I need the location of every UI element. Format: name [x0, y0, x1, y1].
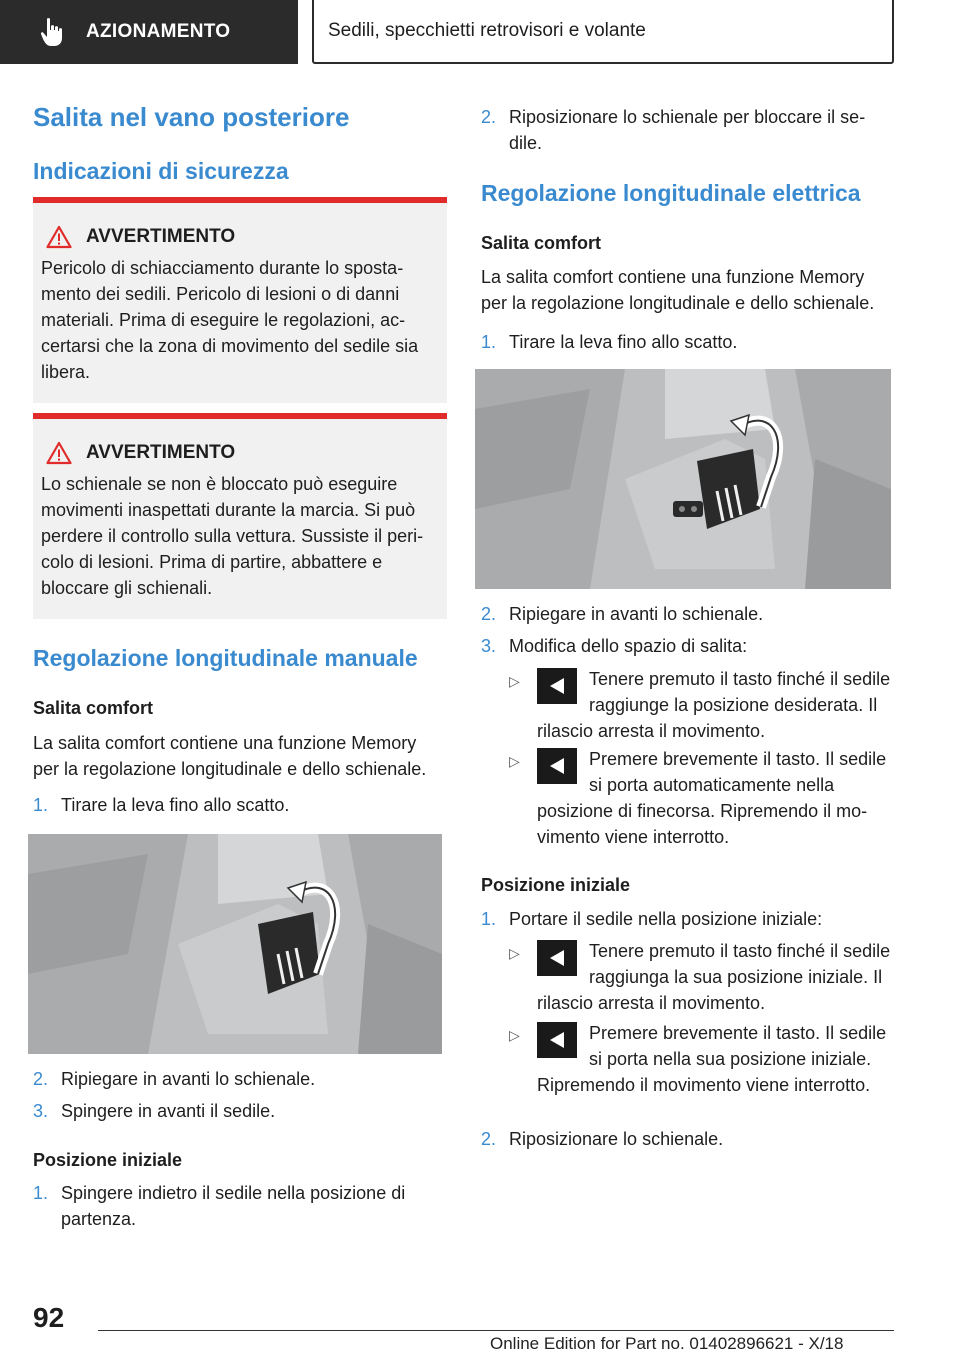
page-header	[0, 0, 960, 66]
warning-title: AVVERTIMENTO	[86, 442, 236, 463]
page-footer	[0, 1290, 960, 1362]
list-item: 3. Spingere in avanti il sedile.	[33, 1101, 276, 1121]
comfort-text: La salita comfort contiene una funzione Memory per la regolazione longitudinale e dello schienale.	[481, 267, 875, 313]
arrow-left-button-icon	[537, 668, 577, 704]
chapter-tab	[312, 0, 894, 64]
arrow-left-button-icon	[537, 748, 577, 784]
comfort-heading: Salita comfort	[33, 698, 154, 718]
arrow-left-button-icon	[537, 1022, 577, 1058]
initial-heading: Posizione iniziale	[33, 1150, 183, 1170]
footer-divider	[98, 1330, 894, 1331]
warning-text: Lo schienale se non è bloccato può eseguire movimenti inaspettati durante la marcia. Si può perdere il controllo sulla vettura. Sussiste il pericolo di lesioni. Prima di partire, abbattere e bloccare gli schienali.	[41, 474, 424, 598]
page-title: Salita nel vano posteriore	[33, 102, 350, 132]
triangle-bullet-icon: ▷	[509, 753, 520, 769]
warning-text: Pericolo di schiacciamento durante lo spostamento dei sedili. Pericolo di lesioni o di danni materiali. Prima di eseguire le regolazioni, accertarsi che la zona di movimento del sedile sia libera.	[41, 258, 419, 382]
chapter-label: Sedili, specchietti retrovisori e volante	[328, 20, 646, 41]
electric-heading: Regolazione longitudinale elettrica	[481, 180, 861, 206]
hand-pointer-icon	[40, 17, 66, 47]
lever-photo	[28, 834, 442, 1054]
option-item: ▷ Tenere premuto il tasto finché il sedile raggiunge la posizione desiderata. Il rilascio arresta il movimento.	[509, 666, 891, 744]
comfort-heading: Salita comfort	[481, 233, 602, 253]
warning-triangle-icon	[46, 225, 72, 249]
safety-heading: Indicazioni di sicurezza	[33, 158, 289, 184]
arrow-left-button-icon	[537, 940, 577, 976]
list-item: 3. Modifica dello spazio di salita:	[481, 636, 748, 656]
option-item: ▷ Premere brevemente il tasto. Il sedile si porta automaticamente nella posizione di finecorsa. Ripremendo il movimento viene interrotto.	[509, 746, 891, 850]
edition-text: Online Edition for Part no. 01402896621 - X/18	[490, 1334, 844, 1353]
page-number: 92	[33, 1302, 65, 1333]
option-item: ▷ Tenere premuto il tasto finché il sedile raggiunga la sua posizione iniziale. Il rilascio arresta il movimento.	[509, 938, 891, 1016]
list-item: 1. Tirare la leva fino allo scatto.	[33, 795, 290, 815]
warning-triangle-icon	[46, 441, 72, 465]
warning-box-2	[33, 413, 447, 619]
list-item: 2. Riposizionare lo schienale.	[481, 1129, 724, 1149]
section-tab	[0, 0, 298, 64]
comfort-text: La salita comfort contiene una funzione Memory per la regolazione longitudinale e dello schienale.	[33, 733, 427, 779]
manual-heading: Regolazione longitudinale manuale	[33, 645, 418, 671]
warning-box-1	[33, 197, 447, 403]
list-item: 1. Tirare la leva fino allo scatto.	[481, 332, 738, 352]
list-item: 1. Portare il sedile nella posizione iniziale:	[481, 909, 823, 929]
section-label: AZIONAMENTO	[86, 21, 231, 42]
triangle-bullet-icon: ▷	[509, 945, 520, 961]
initial-heading: Posizione iniziale	[481, 875, 631, 895]
warning-title: AVVERTIMENTO	[86, 226, 236, 247]
triangle-bullet-icon: ▷	[509, 673, 520, 689]
list-item: 2. Ripiegare in avanti lo schienale.	[481, 604, 764, 624]
list-item: 1. Spingere indietro il sedile nella posizione di partenza.	[33, 1183, 406, 1229]
list-item: 2. Ripiegare in avanti lo schienale.	[33, 1069, 316, 1089]
option-item: ▷ Premere brevemente il tasto. Il sedile si porta nella sua posizione iniziale. Ripremendo il movimento viene interrotto.	[509, 1020, 891, 1098]
triangle-bullet-icon: ▷	[509, 1027, 520, 1043]
list-item: 2. Riposizionare lo schienale per bloccare il sedile.	[481, 107, 866, 153]
lever-button-photo	[475, 369, 891, 589]
